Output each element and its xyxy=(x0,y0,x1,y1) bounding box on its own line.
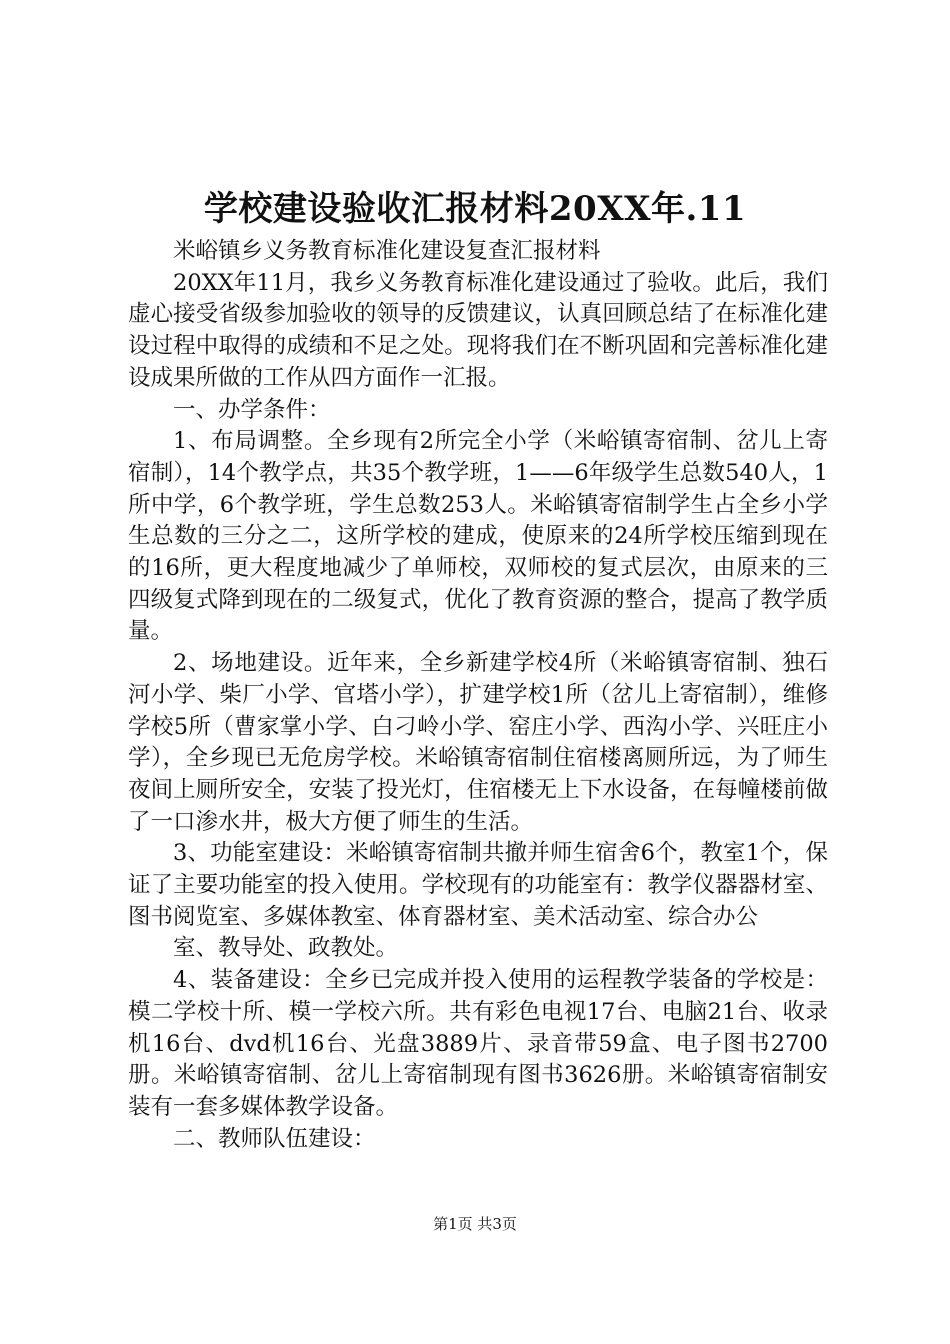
paragraph-site-construction: 2、场地建设。近年来，全乡新建学校4所（米峪镇寄宿制、独石河小学、柴厂小学、官塔小学），扩建学校1所（岔儿上寄宿制），维修学校5所（曹家掌小学、白刁岭小学、窑庄小学、西沟小学、兴旺庄小学），全乡现已无危房学校。米峪镇寄宿制住宿楼离厕所远，为了师生夜间上厕所安全，安装了投光灯，住宿楼无上下水设备，在每幢楼前做了一口渗水井，极大方便了师生的生活。 xyxy=(128,650,828,835)
paragraph-layout-adjustment: 1、布局调整。全乡现有2所完全小学（米峪镇寄宿制、岔儿上寄宿制），14个教学点，共35个教学班，1——6年级学生总数540人，1所中学，6个教学班，学生总数253人。米峪镇寄宿制学生占全乡小学生总数的三分之二，这所学校的建成，使原来的24所学校压缩到现在的16所，更大程度地减少了单师校，双师校的复式层次，由原来的三四级复式降到现在的二级复式，优化了教育资源的整合，提高了教学质量。 xyxy=(128,428,828,645)
document-body xyxy=(128,236,828,1155)
paragraph-function-rooms-continued: 室、教导处、政教处。 xyxy=(173,935,399,962)
intro-paragraph: 20XX年11月，我乡义务教育标准化建设通过了验收。此后，我们虚心接受省级参加验收的领导的反馈建议，认真回顾总结了在标准化建设过程中取得的成绩和不足之处。现将我们在不断巩固和完善标准化建设成果所做的工作从四方面作一汇报。 xyxy=(128,269,828,391)
page-footer: 第1页 共3页 xyxy=(433,1215,517,1233)
document-title: 学校建设验收汇报材料20XX年.11 xyxy=(203,189,747,229)
paragraph-function-rooms: 3、功能室建设：米峪镇寄宿制共撤并师生宿舍6个，教室1个，保证了主要功能室的投入使用。学校现有的功能室有：教学仪器器材室、图书阅览室、多媒体教室、体育器材室、美术活动室、综合办公 xyxy=(128,840,828,930)
subtitle-paragraph: 米峪镇乡义务教育标准化建设复查汇报材料 xyxy=(173,238,601,264)
section-heading-conditions: 一、办学条件： xyxy=(173,396,331,423)
section-heading-teachers: 二、教师队伍建设： xyxy=(173,1125,376,1152)
paragraph-equipment: 4、装备建设：全乡已完成并投入使用的运程教学装备的学校是：模二学校十所、模一学校六所。共有彩色电视17台、电脑21台、收录机16台、dvd机16台、光盘3889片、录音带59盒、电子图书2700册。米峪镇寄宿制、岔儿上寄宿制现有图书3626册。米峪镇寄宿制安装有一套多媒体教学设备。 xyxy=(128,967,828,1120)
